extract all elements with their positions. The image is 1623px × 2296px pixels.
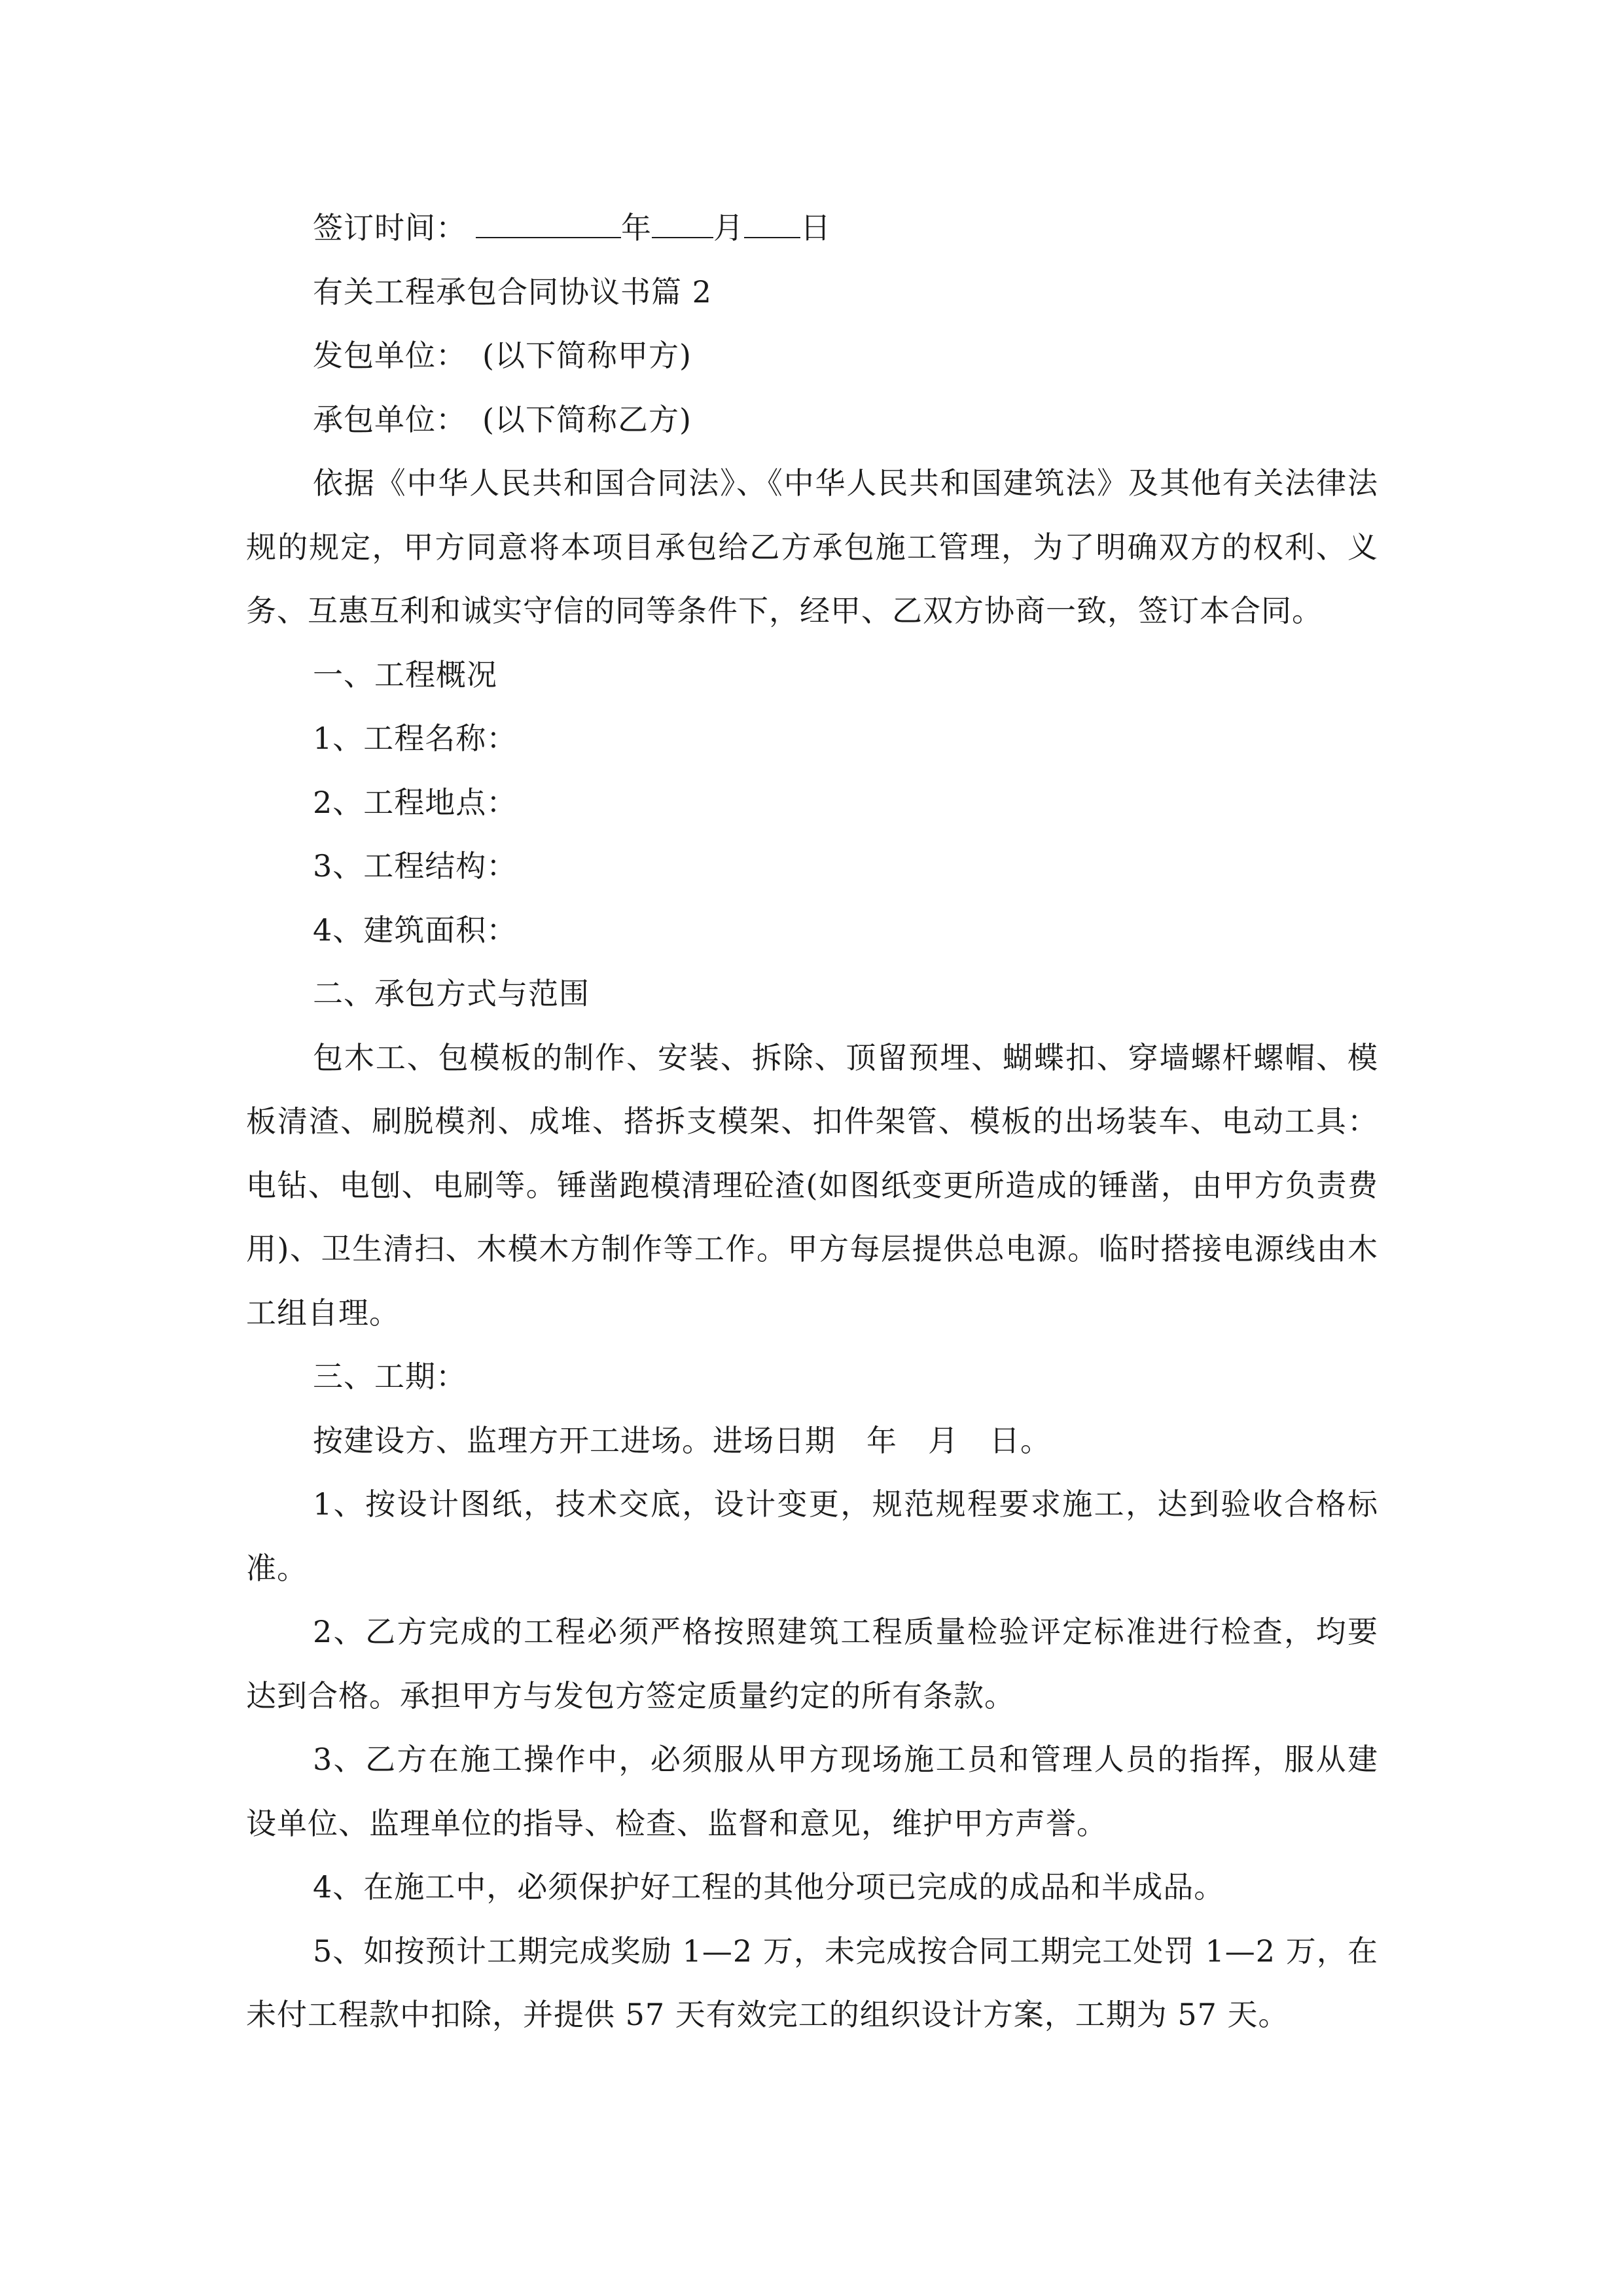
year-label: 年 bbox=[621, 210, 652, 245]
sign-date-line bbox=[246, 196, 1378, 260]
sign-date-label: 签订时间： bbox=[313, 210, 467, 245]
day-blank bbox=[744, 211, 800, 238]
month-blank bbox=[652, 211, 713, 238]
document-body bbox=[246, 196, 1378, 2047]
day-label: 日 bbox=[800, 210, 831, 245]
document-heading: 有关工程承包合同协议书篇 2 bbox=[313, 274, 712, 310]
clause-3: 3、乙方在施工操作中，必须服从甲方现场施工员和管理人员的指挥，服从建设单位、监理单位的指导、检查、监督和意见，维护甲方声誉。 bbox=[246, 1742, 1378, 1841]
project-structure-item: 3、工程结构： bbox=[313, 848, 518, 884]
employer-line: 发包单位： (以下简称甲方) bbox=[313, 338, 692, 373]
month-label: 月 bbox=[713, 210, 744, 245]
section-1-title: 一、工程概况 bbox=[313, 656, 497, 692]
clause-4: 4、在施工中，必须保护好工程的其他分项已完成的成品和半成品。 bbox=[313, 1869, 1225, 1905]
project-location-item: 2、工程地点： bbox=[313, 784, 518, 820]
section-3-title: 三、工期： bbox=[313, 1359, 467, 1394]
section-2-title: 二、承包方式与范围 bbox=[313, 976, 590, 1011]
project-name-item: 1、工程名称： bbox=[313, 721, 518, 756]
year-blank bbox=[476, 211, 621, 238]
contractor-line: 承包单位： (以下简称乙方) bbox=[313, 401, 692, 437]
clause-1: 1、按设计图纸，技术交底，设计变更，规范规程要求施工，达到验收合格标准。 bbox=[246, 1486, 1378, 1586]
intro-paragraph: 依据《中华人民共和国合同法》、《中华人民共和国建筑法》及其他有关法律法规的规定，甲方同意将本项目承包给乙方承包施工管理，为了明确双方的权利、义务、互惠互利和诚实守信的同等条件下，经甲、乙双方协商一致，签订本合同。 bbox=[246, 465, 1378, 628]
building-area-item: 4、建筑面积： bbox=[313, 912, 518, 948]
entry-date-line: 按建设方、监理方开工进场。进场日期 年 月 日。 bbox=[313, 1422, 1051, 1458]
scope-paragraph: 包木工、包模板的制作、安装、拆除、顶留预埋、蝴蝶扣、穿墙螺杆螺帽、模板清渣、刷脱模剂、成堆、搭拆支模架、扣件架管、模板的出场装车、电动工具：电钻、电刨、电刷等。锤凿跑模清理砼渣(如图纸变更所造成的锤凿，由甲方负责费用)、卫生清扫、木模木方制作等工作。甲方每层提供总电源。临时搭接电源线由木工组自理。 bbox=[246, 1039, 1378, 1331]
clause-5: 5、如按预计工期完成奖励 1—2 万，未完成按合同工期完工处罚 1—2 万，在未付工程款中扣除，并提供 57 天有效完工的组织设计方案，工期为 57 天。 bbox=[246, 1933, 1378, 2032]
clause-2: 2、乙方完成的工程必须严格按照建筑工程质量检验评定标准进行检查，均要达到合格。承担甲方与发包方签定质量约定的所有条款。 bbox=[246, 1614, 1378, 1713]
